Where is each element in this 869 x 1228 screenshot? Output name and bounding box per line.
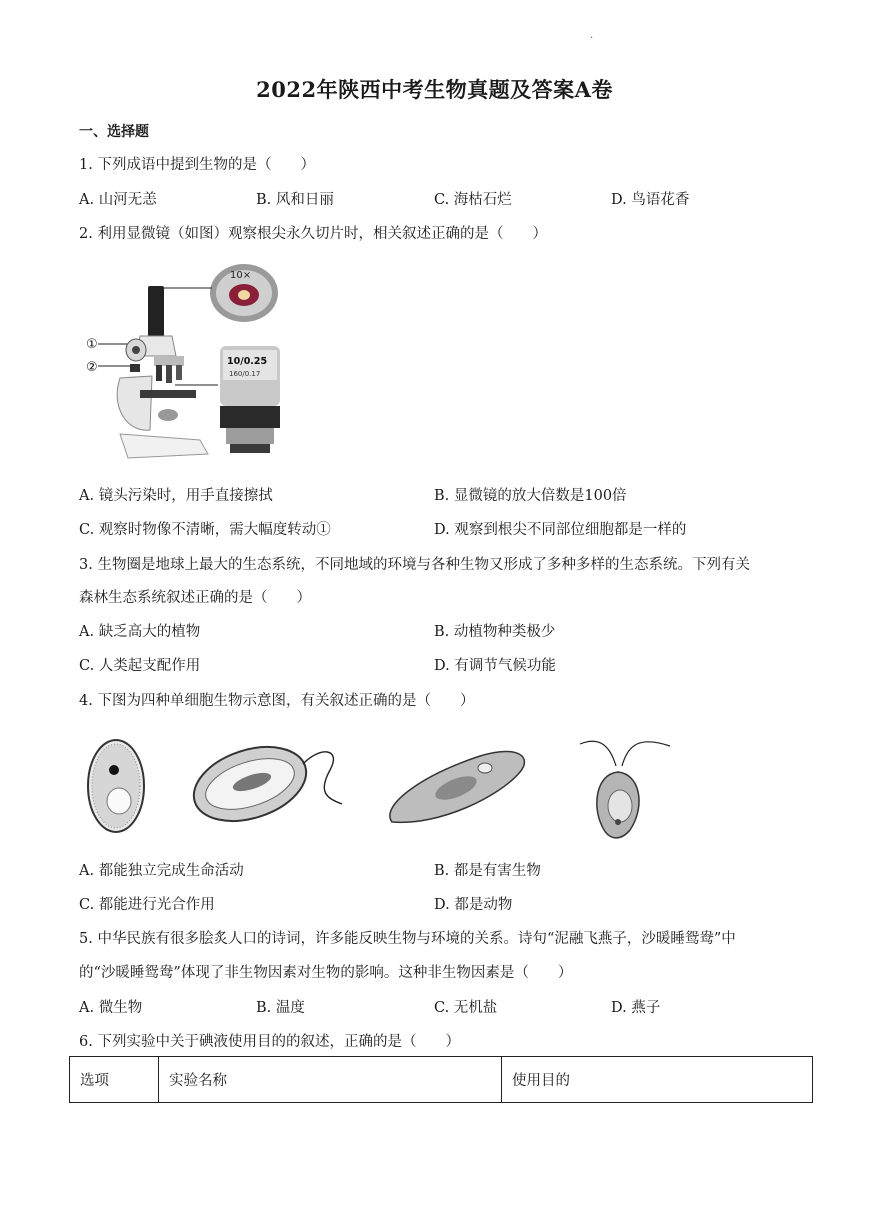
table-header-purpose: 使用目的 [502,1057,813,1103]
q3-option-d: D. 有调节气候功能 [434,658,556,674]
q5-option-b: B. 温度 [256,1000,305,1016]
q3-stem-line1: 3. 生物圈是地球上最大的生态系统，不同地域的环境与各种生物又形成了多种多样的生态系统。下列有关 [79,557,750,573]
q2-stem: 2. 利用显微镜（如图）观察根尖永久切片时，相关叙述正确的是（ ） [79,226,547,242]
q5-stem-line2: 的“沙暖睡鸳鸯”体现了非生物因素对生物的影响。这种非生物因素是（ ） [79,965,573,981]
objective-closeup [220,346,280,453]
q6-stem: 6. 下列实验中关于碘液使用目的的叙述，正确的是（ ） [79,1034,460,1050]
bacterium-cell [184,734,342,835]
q5-stem-line1: 5. 中华民族有很多脍炙人口的诗词，许多能反映生物与环境的关系。诗句“泥融飞燕子，沙暖睡鸳鸯”中 [79,931,736,947]
q2-option-d: D. 观察到根尖不同部位细胞都是一样的 [434,522,687,538]
q2-option-b: B. 显微镜的放大倍数是100倍 [434,488,627,504]
q4-option-a: A. 都能独立完成生命活动 [79,863,244,879]
eyepiece-mark: 10× [230,270,252,281]
q1-option-a: A. 山河无恙 [79,192,157,208]
q1-option-c: C. 海枯石烂 [434,192,512,208]
paramecium-cell [390,751,525,822]
table-header-option: 选项 [70,1057,159,1103]
label-2: ② [86,360,98,375]
q5-option-a: A. 微生物 [79,1000,143,1016]
q1-stem: 1. 下列成语中提到生物的是（ ） [79,157,315,173]
q4-stem: 4. 下图为四种单细胞生物示意图，有关叙述正确的是（ ） [79,693,475,709]
microscope-body [117,286,208,458]
q4-option-d: D. 都是动物 [434,897,513,913]
table-header-experiment: 实验名称 [159,1057,502,1103]
q4-option-c: C. 都能进行光合作用 [79,897,215,913]
q1-option-b: B. 风和日丽 [256,192,334,208]
microscope-figure [80,258,300,468]
euglena-cell [580,741,670,838]
header-mark: . [590,30,594,41]
q5-option-d: D. 燕子 [611,1000,661,1016]
page-title: 2022年陕西中考生物真题及答案A卷 [256,77,613,102]
section-heading: 一、选择题 [79,124,149,140]
q4-option-b: B. 都是有害生物 [434,863,541,879]
label-1: ① [86,337,98,352]
q1-option-d: D. 鸟语花香 [611,192,690,208]
q6-table [69,1056,813,1103]
q2-option-c: C. 观察时物像不清晰，需大幅度转动① [79,522,331,538]
q3-stem-line2: 森林生态系统叙述正确的是（ ） [79,590,311,606]
objective-mark-2: 160/0.17 [229,370,261,378]
q5-option-c: C. 无机盐 [434,1000,498,1016]
yeast-cell [88,740,144,832]
objective-mark-1: 10/0.25 [227,356,268,367]
eyepiece-closeup [210,264,278,322]
q2-option-a: A. 镜头污染时，用手直接擦拭 [79,488,273,504]
single-cell-organisms-figure [80,726,680,844]
table-header-row [70,1057,813,1103]
q3-option-c: C. 人类起支配作用 [79,658,201,674]
q3-option-a: A. 缺乏高大的植物 [79,624,201,640]
q3-option-b: B. 动植物种类极少 [434,624,556,640]
